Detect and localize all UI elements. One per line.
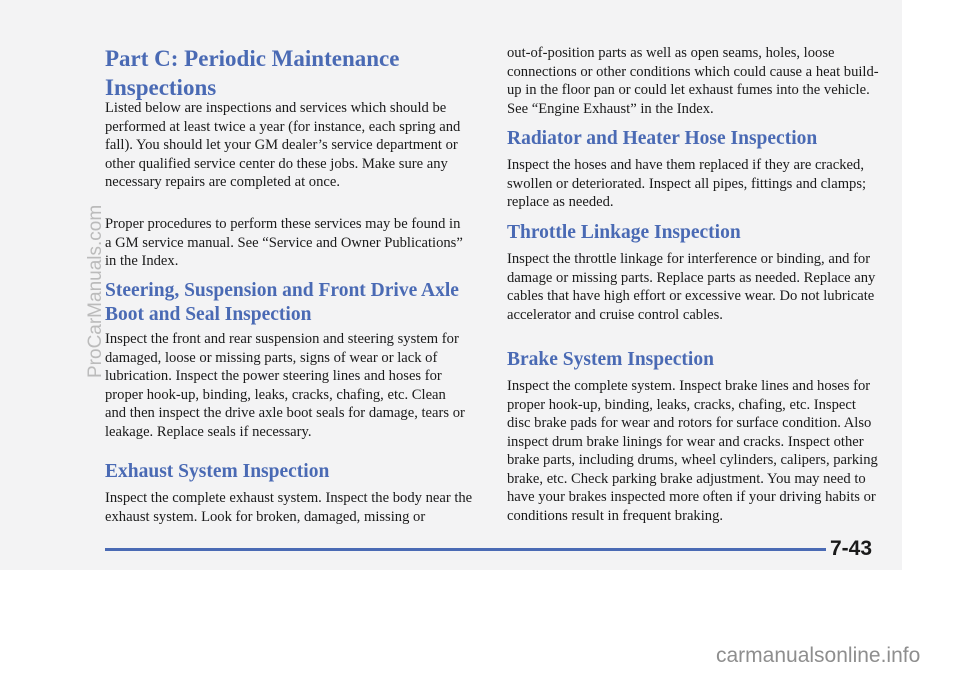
side-watermark: ProCarManuals.com <box>85 204 106 378</box>
footer-rule <box>105 548 826 551</box>
steering-paragraph: Inspect the front and rear suspension and steering system for damaged, loose or missing parts, signs of wear or lack of lubrication. Inspect the power steering lines and hoses for proper hook-up, binding, leaks, cracks, chafing, etc. Clean and then inspect the drive axle boot seals for damage, tears or leakage. Replace seals if necessary. <box>105 331 465 440</box>
steering-heading-line2: Boot and Seal Inspection <box>105 304 312 325</box>
exhaust-continued-paragraph: out-of-position parts as well as open seams, holes, loose connections or other conditions which could cause a heat build-up in the floor pan or could let exhaust fumes into the vehicle. See “Engine Exhaust” in the Index. <box>507 45 879 117</box>
steering-heading <box>105 279 480 327</box>
radiator-heading: Radiator and Heater Hose Inspection <box>507 128 818 149</box>
bottom-watermark: carmanualsonline.info <box>716 644 921 667</box>
intro-paragraph: Listed below are inspections and services which should be performed at least twice a year (for instance, each spring and fall). You should let your GM dealer’s service department or other qualified service center do these jobs. Make sure any necessary repairs are completed at once. <box>105 100 461 190</box>
radiator-paragraph: Inspect the hoses and have them replaced if they are cracked, swollen or deteriorated. Inspect all pipes, fittings and clamps; replace as needed. <box>507 157 867 210</box>
part-c-heading <box>105 44 480 102</box>
throttle-heading: Throttle Linkage Inspection <box>507 222 741 243</box>
brake-paragraph: Inspect the complete system. Inspect brake lines and hoses for proper hook-up, binding, leaks, cracks, chafing, etc. Inspect disc brake pads for wear and rotors for surface condition. Also inspect drum brake linings for wear and cracks. Inspect other brake parts, including drums, wheel cylinders, calipers, parking brake, etc. Check parking brake adjustment. You may need to have your brakes inspected more often if your driving habits or conditions result in frequent braking. <box>507 378 878 524</box>
exhaust-heading: Exhaust System Inspection <box>105 461 330 482</box>
brake-heading: Brake System Inspection <box>507 349 714 370</box>
page-number: 7-43 <box>830 537 873 560</box>
exhaust-paragraph: Inspect the complete exhaust system. Inspect the body near the exhaust system. Look for broken, damaged, missing or <box>105 490 473 525</box>
part-c-heading-line1: Part C: Periodic Maintenance <box>105 46 400 71</box>
steering-heading-line1: Steering, Suspension and Front Drive Axle <box>105 280 459 301</box>
part-c-heading-line2: Inspections <box>105 75 217 100</box>
procedures-paragraph: Proper procedures to perform these services may be found in a GM service manual. See “Service and Owner Publications” in the Index. <box>105 216 463 269</box>
throttle-paragraph: Inspect the throttle linkage for interference or binding, and for damage or missing parts. Replace parts as needed. Replace any cables that have high effort or excessive wear. Do not lubricate accelerator and cruise control cables. <box>507 251 876 323</box>
